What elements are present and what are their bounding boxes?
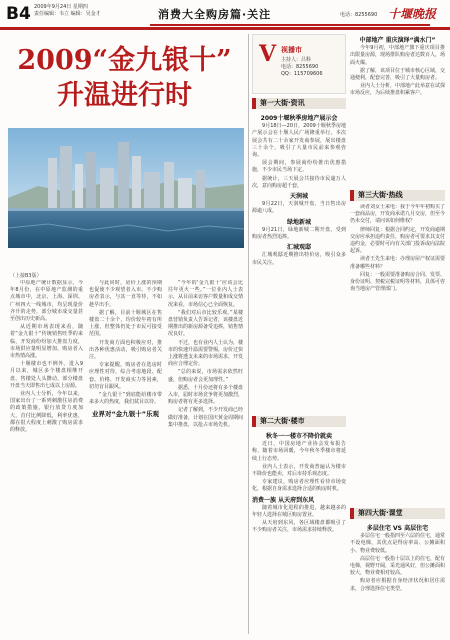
section-market-bar: 第二大街·楼市 (252, 416, 346, 427)
hotline-column (350, 204, 445, 504)
market-subhead: 秋冬一一楼市不降价就卖 (265, 433, 332, 440)
class-column (350, 522, 445, 634)
hot-news-title: 中部地产 重庆演绎“满水门” (359, 37, 436, 44)
host-box-title: 视播市 (281, 46, 302, 54)
v-logo-icon: V (259, 41, 277, 67)
paragraph: “今年的‘金九银十’应该会比往年更火一些。”一位业内人士表示，从目前来访客户数量和成交情况来看，市场信心已全面恢复。 (168, 280, 243, 308)
news-subhead: 2009十堰秋季房地产展示会 (260, 115, 338, 122)
hot-news-column (350, 34, 445, 184)
news-subhead: 天润城 (289, 193, 308, 201)
paragraph: 业内人士表示，开发商普遍认为楼市不降价也能卖，对后市持乐观态度。 (252, 463, 346, 478)
right-panel (252, 34, 445, 634)
page-header (0, 0, 450, 30)
news-column (252, 112, 346, 412)
paragraph: 业内人士分析，中部地产此举意在试探市场反应，为后续推盘积累客户。 (350, 83, 445, 97)
section-title: 消费大全购房篇·关注 (158, 8, 272, 21)
news-subhead: 汇城观邸 (286, 244, 311, 252)
headline-line-2: 升温进行时 (57, 80, 192, 111)
paragraph: 随着城市化进程的推进，越来越多的年轻人选择在城区购房置业。 (252, 504, 346, 519)
paragraph: 从天府到东风，各区域楼盘都吸引了不少购房者关注，市场需求持续释放。 (252, 520, 346, 534)
section-class-bar: 第四大街·课堂 (350, 508, 445, 519)
paragraph: 高层住宅一般指十层以上的住宅，配有电梯，视野开阔，采光通风好，但公摊面积较大，物业费相对较高。 (350, 555, 445, 577)
editor-phone: 电话：8255690 (340, 12, 378, 18)
paragraph: 与此同时，房价上涨的预期也促使不少观望者入市。不少购房者表示，与其一直等待，不如趁早出手。 (89, 280, 162, 308)
paragraph: 读者刘女士来电：我于今年年初购买了一套商品房，开发商承诺九月交房，但至今仍未交付，请问该如何维权？ (350, 204, 445, 225)
paragraph: 9月18日—20日，2009十堰秋季房地产展示会在十堰人民广场隆重举行。本次展会共有二十余家开发商参展，展出楼盘三十余个，吸引了大量市民前来参观咨询。 (252, 123, 346, 159)
paragraph: 据了解，该项目位于城市核心区域，交通便利，配套完善，吸引了大量购房者。 (350, 67, 445, 82)
paragraph: 从近期市场表现来看，随着“金九银十”传统销售旺季的来临，开发商纷纷加大推盘力度，市场供应量明显增加，购房者入市热情高涨。 (10, 324, 83, 360)
continued-note: （上接B3版） (10, 273, 42, 279)
paragraph: 据悉，十月份还将有多个楼盘入市，届时市场竞争将更加激烈，购房者将有更多选择。 (168, 384, 243, 406)
paragraph: 律师回复：根据合同约定，开发商逾期交房应承担违约责任，购房者可要求其支付违约金，必要时可向有关部门投诉或向法院起诉。 (350, 226, 445, 255)
class-subhead: 多层住宅 VS 高层住宅 (366, 525, 429, 532)
paragraph: 据了解，目前十堰城区在售楼盘二十余个，均价较年初有所上涨，但整体仍处于市民可接受范围。 (89, 309, 162, 338)
market-column (252, 430, 346, 634)
host-box-contact: 主持人：吕科 电话：8255690 QQ：115709606 (281, 57, 323, 77)
paragraph: 近日，中国房地产业协会发布报告称，随着市场回暖，今年秋冬季楼市将延续上行态势。 (252, 441, 346, 462)
paragraph: 展会期间，参展商纷纷推出优惠措施，不少市民当场下定。 (252, 160, 346, 174)
paragraph: 读者王先生来电：办理房屋产权证需要准备哪些材料？ (350, 256, 445, 270)
paragraph: 专家提醒，购房者在选房时应理性对待，综合考虑地段、配套、价格、开发商实力等因素，切勿盲目跟风。 (89, 362, 162, 390)
paragraph: 回复：一般需要准备购房合同、发票、身份证明、契税完税证明等材料，具体可咨询当地房产管理部门。 (350, 271, 445, 293)
skyline-illustration (8, 128, 244, 248)
column-subhead: 业界对“金九银十”乐观 (91, 410, 160, 419)
skyline-photo (8, 128, 244, 248)
date-line (34, 4, 154, 18)
paragraph: 专家建议，购房者应理性看待市场变化，根据自身需求选择合适的购房时机。 (252, 479, 346, 493)
main-headline (12, 44, 237, 114)
body-column-3 (168, 280, 243, 634)
paragraph: “金九银十”到底能给楼市带来多大的热度，我们拭目以待。 (89, 392, 162, 406)
paragraph: 不过，也有业内人士认为，楼市的快速升温需要警惕，房价过快上涨将透支未来的市场需求，开发商应合理定价。 (168, 339, 243, 368)
paragraph: 9月21日，绿地新城二期开盘，受到购房者热烈追捧。 (252, 226, 346, 241)
paragraph: 中原地产统计数据显示，今年8月份，在中原地产监测的重点城市中，北京、上海、深圳、广州四大一线城市，均呈现量价齐升的走势，部分城市成交量甚至创出历史新高。 (10, 280, 83, 323)
headline-line-1: 2009“金九银十” (17, 45, 232, 76)
date-line-2: 责任编辑：韦立 编辑：吴金才 (34, 11, 101, 17)
paragraph: 汇城观邸近期推出特价房，吸引众多市民关注。 (252, 252, 346, 266)
paragraph: 业内人士分析，今年以来，国家出台了一系列刺激住房消费的政策措施，银行放贷力度加大，首付比例降低，利率优惠，都在很大程度上刺激了购房需求的释放。 (10, 391, 83, 434)
paragraph: 据统计，三天展会共接待市民逾万人次，意向购房超千套。 (252, 175, 346, 189)
paragraph: 记者了解到，不少开发商已经做好准备，计划在国庆黄金周期间集中推盘，以抢占市场先机。 (168, 407, 243, 428)
paragraph: 开发商方面也积极应对，推出各种优惠活动，吸引购房者关注。 (89, 339, 162, 361)
host-box (252, 34, 346, 94)
body-column-2 (89, 280, 162, 634)
market-subhead-2: 消费一族 从天府到东风 (252, 496, 315, 504)
paragraph: “我们对后市比较乐观。”某楼盘营销负责人告诉记者，该楼盘近期推出的新房源备受追捧，销售情况良好。 (168, 309, 243, 338)
paragraph: 十堰楼市也不例外。进入9月以来，城区多个楼盘相继开盘，售楼处人头攒动，部分楼盘开盘当天即售出七成以上房源。 (10, 361, 83, 389)
news-subhead: 绿地新城 (286, 218, 311, 226)
column-divider (248, 34, 249, 634)
newspaper-logo: 十堰晚报 (388, 7, 437, 21)
section-news-bar: 第一大街·资讯 (252, 98, 346, 109)
paragraph: 9月22日，天润城开盘，当日售出房源逾八成。 (252, 201, 346, 215)
paragraph: “总的来说，市场需求依然旺盛，但购房者会更加理性。” (168, 369, 243, 383)
header-rule (150, 24, 430, 26)
paragraph: 购房者应根据自身经济状况和居住需求，合理选择住宅类型。 (350, 578, 445, 592)
paragraph: 今年9月初，中部地产旗下重庆项目推出限量房源，现场排队购房者达数百人，场面火爆。 (350, 45, 445, 66)
page-number: B4 (6, 4, 31, 24)
body-column-1 (10, 280, 83, 634)
date-line-1: 2009年9月24日 星期四 (34, 4, 88, 10)
paragraph: 多层住宅一般指四至六层的住宅，通常不设电梯，其优点是得房率高、公摊面积小、物业费较低。 (350, 533, 445, 554)
section-hotline-bar: 第三大街·热线 (350, 190, 445, 201)
